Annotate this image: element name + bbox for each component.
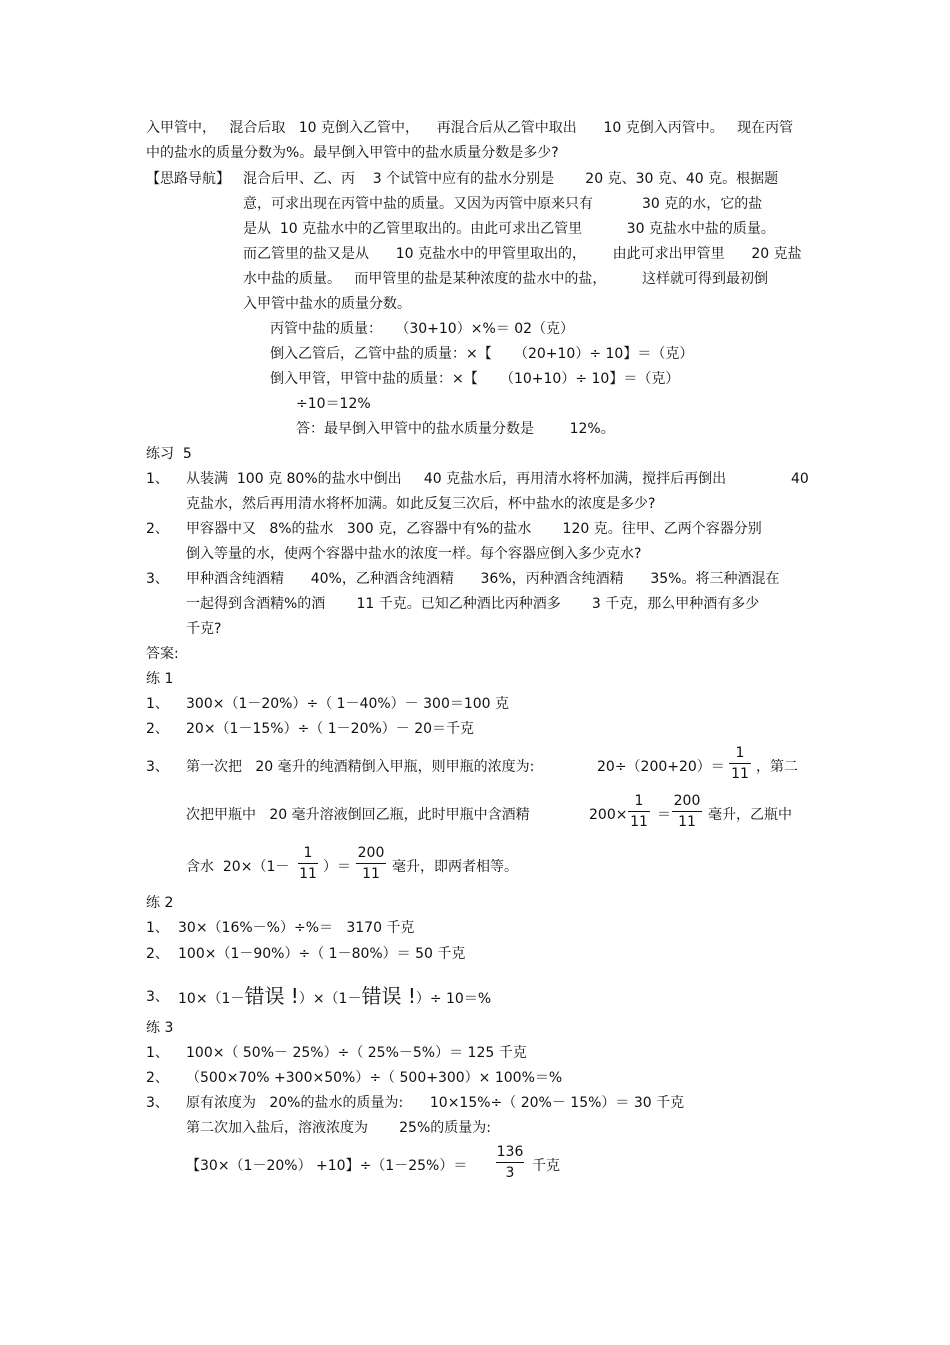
practice-title: 练 3 bbox=[146, 1020, 174, 1036]
hint-label: 【思路导航】 bbox=[146, 171, 230, 187]
answer-number: 3、 bbox=[146, 1095, 169, 1111]
answer-text: 【30×（1－20%） +10】÷（1－25%）＝ bbox=[186, 1158, 468, 1174]
fraction bbox=[729, 745, 751, 782]
hint-calc: ÷10＝12% bbox=[296, 396, 371, 412]
fraction bbox=[298, 845, 318, 882]
item-line: 从装满 100 克 80%的盐水中倒出 40 克盐水后，再用清水将杯加满，搅拌后再倒出 bbox=[186, 471, 727, 487]
expr-part: 10×（1－ bbox=[178, 991, 245, 1007]
fraction-numerator: 200 bbox=[673, 793, 701, 809]
fraction-bar bbox=[496, 1162, 524, 1163]
error-text: 错误 ! bbox=[244, 984, 299, 1008]
fraction-denominator: 11 bbox=[299, 866, 317, 882]
hint-calc: 丙管中盐的质量： （30+10）×%＝ 02（克） bbox=[270, 321, 575, 337]
answer-text: 100×（1－90%）÷（ 1－80%）＝ 50 千克 bbox=[178, 946, 466, 962]
answer-number: 1、 bbox=[146, 920, 169, 936]
item-line: 克盐水，然后再用清水将杯加满。如此反复三次后，杯中盐水的浓度是多少? bbox=[186, 496, 656, 512]
answer-text: 含水 20×（1－ bbox=[186, 859, 290, 875]
fraction-numerator: 1 bbox=[735, 745, 745, 761]
hint-line: 混合后甲、乙、丙 3 个试管中应有的盐水分别是 20 克、30 克、40 克。根据题 bbox=[243, 171, 779, 187]
hint-line: 意，可求出现在丙管中盐的质量。又因为丙管中原来只有 30 克的水，它的盐 bbox=[243, 196, 763, 212]
answer-text: 20×（1－15%）÷（ 1－20%）－ 20＝千克 bbox=[186, 721, 475, 737]
fraction bbox=[356, 845, 386, 882]
answer-text: 毫升，即两者相等。 bbox=[392, 859, 518, 875]
item-number: 2、 bbox=[146, 521, 169, 537]
answer-number: 2、 bbox=[146, 721, 169, 737]
exercise-title: 练习 5 bbox=[146, 446, 192, 462]
answer-text: 200× bbox=[589, 807, 628, 823]
intro-line-2: 中的盐水的质量分数为%。最早倒入甲管中的盐水质量分数是多少? bbox=[146, 145, 559, 161]
item-line: 甲种酒含纯酒精 40%，乙种酒含纯酒精 36%，丙种酒含纯酒精 35%。将三种酒混在 bbox=[186, 571, 780, 587]
practice-title: 练 2 bbox=[146, 895, 174, 911]
answer-text: 100×（ 50%－ 25%）÷（ 25%－5%）＝ 125 千克 bbox=[186, 1045, 527, 1061]
fraction bbox=[628, 793, 650, 830]
answer-text: 毫升，乙瓶中 bbox=[708, 807, 792, 823]
answer-text: 次把甲瓶中 20 毫升溶液倒回乙瓶，此时甲瓶中含酒精 bbox=[186, 807, 530, 823]
answer-text: 原有浓度为 20%的盐水的质量为: 10×15%÷（ 20%－ 15%）＝ 30 千克 bbox=[186, 1095, 685, 1111]
item-line-tail: 40 bbox=[791, 471, 809, 487]
hint-calc: 倒入乙管后，乙管中盐的质量：×【 （20+10）÷ 10】＝（克） bbox=[270, 346, 694, 362]
fraction-denominator: 11 bbox=[630, 814, 648, 830]
error-text: 错误 ! bbox=[361, 984, 416, 1008]
answer-text: 20÷（200+20）＝ bbox=[597, 759, 725, 775]
answer-number: 1、 bbox=[146, 696, 169, 712]
answer-text: 千克 bbox=[532, 1158, 560, 1174]
hint-line: 水中盐的质量。 而甲管里的盐是某种浓度的盐水中的盐， 这样就可得到最初倒 bbox=[243, 271, 768, 287]
answer-text: 第一次把 20 毫升的纯酒精倒入甲瓶，则甲瓶的浓度为: bbox=[186, 759, 535, 775]
answer-number: 2、 bbox=[146, 1070, 169, 1086]
answer-text: 30×（16%－%）÷%＝ 3170 千克 bbox=[178, 920, 415, 936]
hint-line: 而乙管里的盐又是从 10 克盐水中的甲管里取出的， 由此可求出甲管里 20 克盐 bbox=[243, 246, 802, 262]
answer-text: 300×（1－20%）÷（ 1－40%）－ 300＝100 克 bbox=[186, 696, 510, 712]
item-line: 倒入等量的水，使两个容器中盐水的浓度一样。每个容器应倒入多少克水? bbox=[186, 546, 642, 562]
fraction-bar bbox=[628, 811, 650, 812]
hint-calc: 倒入甲管，甲管中盐的质量：×【 （10+10）÷ 10】＝（克） bbox=[270, 371, 680, 387]
fraction-bar bbox=[729, 763, 751, 764]
item-line: 甲容器中又 8%的盐水 300 克，乙容器中有%的盐水 120 克。往甲、乙两个容器分别 bbox=[186, 521, 762, 537]
practice-title: 练 1 bbox=[146, 671, 174, 687]
fraction bbox=[672, 793, 702, 830]
fraction-numerator: 200 bbox=[357, 845, 385, 861]
intro-line-1: 入甲管中， 混合后取 10 克倒入乙管中， 再混合后从乙管中取出 10 克倒入丙管中。 现在丙管 bbox=[146, 120, 794, 136]
item-number: 1、 bbox=[146, 471, 169, 487]
answer-number: 1、 bbox=[146, 1045, 169, 1061]
answer-text: ＝ bbox=[657, 807, 671, 823]
item-line: 一起得到含酒精%的酒 11 千克。已知乙种酒比丙种酒多 3 千克，那么甲种酒有多少 bbox=[186, 596, 760, 612]
answer-number: 2、 bbox=[146, 946, 169, 962]
fraction-bar bbox=[672, 811, 702, 812]
expr-part: ）÷ 10＝% bbox=[415, 991, 492, 1007]
expr-part: ）×（1－ bbox=[298, 991, 362, 1007]
answers-label: 答案: bbox=[146, 646, 179, 662]
fraction-numerator: 1 bbox=[303, 845, 313, 861]
fraction bbox=[496, 1144, 524, 1181]
fraction-denominator: 11 bbox=[678, 814, 696, 830]
answer-text: ）＝ bbox=[323, 859, 351, 875]
fraction-denominator: 11 bbox=[362, 866, 380, 882]
item-line: 千克? bbox=[186, 621, 222, 637]
hint-line: 是从 10 克盐水中的乙管里取出的。由此可求出乙管里 30 克盐水中盐的质量。 bbox=[243, 221, 775, 237]
answer-text: （500×70% +300×50%）÷（ 500+300）× 100%＝% bbox=[186, 1070, 563, 1086]
fraction-denominator: 3 bbox=[505, 1165, 515, 1181]
fraction-numerator: 1 bbox=[634, 793, 644, 809]
fraction-bar bbox=[298, 863, 318, 864]
fraction-numerator: 136 bbox=[496, 1144, 524, 1160]
hint-line: 入甲管中盐水的质量分数。 bbox=[243, 296, 411, 312]
answer-text: ，第二 bbox=[756, 759, 798, 775]
fraction-bar bbox=[356, 863, 386, 864]
answer-text: 第二次加入盐后，溶液浓度为 25%的质量为: bbox=[186, 1120, 491, 1136]
fraction-denominator: 11 bbox=[731, 766, 749, 782]
answer-text bbox=[178, 984, 491, 1011]
hint-answer: 答：最早倒入甲管中的盐水质量分数是 12%。 bbox=[296, 421, 615, 437]
answer-number: 3、 bbox=[146, 759, 169, 775]
answer-number: 3、 bbox=[146, 989, 169, 1005]
item-number: 3、 bbox=[146, 571, 169, 587]
